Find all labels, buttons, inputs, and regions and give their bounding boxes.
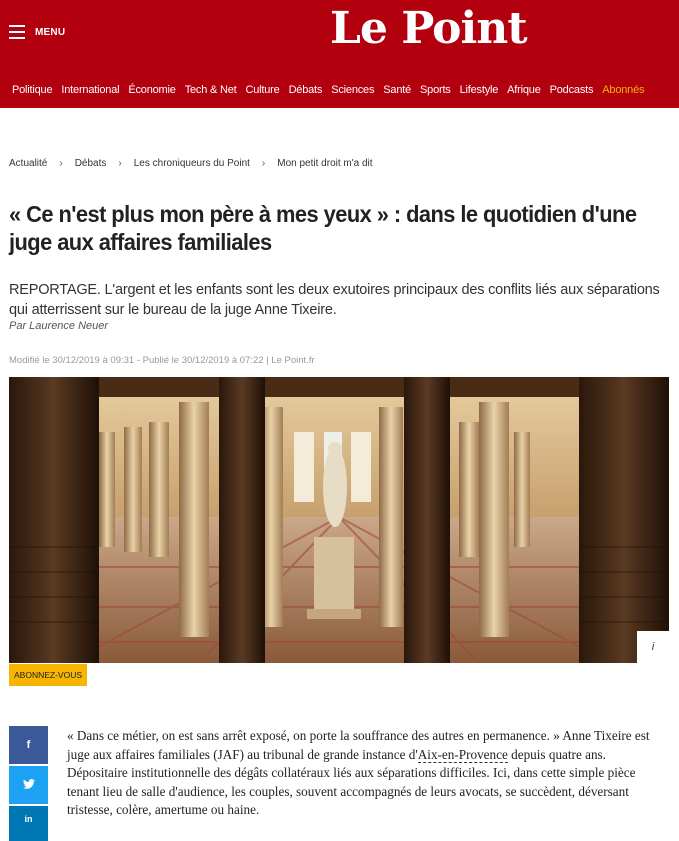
nav-item-sciences[interactable]: Sciences — [331, 84, 375, 96]
nav-item-politique[interactable]: Politique — [12, 84, 53, 96]
breadcrumb — [9, 158, 373, 169]
article-author[interactable]: Par Laurence Neuer — [9, 320, 109, 332]
linkedin-share-button[interactable] — [9, 806, 48, 841]
aix-en-provence-link[interactable]: Aix-en-Provence — [417, 746, 508, 762]
nav-item-sports[interactable]: Sports — [420, 84, 451, 96]
twitter-icon — [23, 778, 35, 792]
nav-item-tech-net[interactable]: Tech & Net — [184, 84, 237, 96]
subscribe-button[interactable]: ABONNEZ-VOUS — [9, 664, 87, 686]
twitter-bird-icon — [23, 779, 35, 789]
facebook-icon: f — [26, 739, 31, 751]
twitter-share-button[interactable] — [9, 766, 48, 804]
nav-item-debats[interactable]: Débats — [288, 84, 323, 96]
image-info-icon[interactable]: i — [637, 631, 669, 663]
article-meta: Modifié le 30/12/2019 à 09:31 - Publié le 30/12/2019 à 07:22 | Le Point.fr — [9, 355, 315, 366]
breadcrumb-item-actualite[interactable]: Actualité — [9, 158, 48, 169]
nav-item-culture[interactable]: Culture — [245, 84, 280, 96]
menu-button[interactable] — [9, 22, 65, 42]
nav-item-economie[interactable]: Économie — [128, 84, 176, 96]
site-logo[interactable]: Le Point — [330, 3, 527, 54]
nav-item-sante[interactable]: Santé — [383, 84, 412, 96]
facebook-share-button[interactable] — [9, 726, 48, 764]
breadcrumb-item-chroniqueurs[interactable]: Les chroniqueurs du Point — [133, 158, 250, 169]
chevron-right-icon: › — [261, 158, 266, 169]
breadcrumb-item-debats[interactable]: Débats — [74, 158, 107, 169]
site-header — [0, 0, 679, 108]
body-text-after-link: depuis quatre ans. Dépositaire institutionnelle des dégâts collatéraux liés aux séparations difficiles. Ici, dans cette simple pièce tenant lieu de salle d'audience, les couples, souvent accompagnés de leurs avocats, se succèdent, déversant tristesse, colère, amertume ou haine. — [67, 746, 636, 817]
article-body-paragraph — [67, 727, 665, 820]
chevron-right-icon: › — [118, 158, 122, 169]
body-text-before-link: « Dans ce métier, on est sans arrêt exposé, on porte la souffrance des autres en permanence. » Anne Tixeire est juge aux affaires familiales (JAF) au tribunal de grande instance d' — [67, 728, 650, 762]
article-title: « Ce n'est plus mon père à mes yeux » : dans le quotidien d'une juge aux affaires familiales — [9, 201, 637, 255]
nav-item-afrique[interactable]: Afrique — [507, 84, 541, 96]
hamburger-icon[interactable] — [9, 25, 25, 39]
nav-item-podcasts[interactable]: Podcasts — [549, 84, 594, 96]
nav-item-lifestyle[interactable]: Lifestyle — [459, 84, 499, 96]
courthouse-hall-illustration — [9, 377, 669, 663]
main-nav — [12, 84, 653, 96]
nav-item-abonnes[interactable]: Abonnés — [602, 84, 645, 96]
menu-label[interactable]: MENU — [35, 26, 66, 38]
linkedin-icon: in — [24, 814, 33, 824]
chevron-right-icon: › — [59, 158, 63, 169]
nav-item-international[interactable]: International — [61, 84, 120, 96]
article-lead: REPORTAGE. L'argent et les enfants sont les deux exutoires principaux des conflits liés aux séparations qui atterrissent sur le bureau de la juge Anne Tixeire. — [9, 282, 660, 318]
article-hero-image — [9, 377, 669, 663]
breadcrumb-item-mon-petit-droit[interactable]: Mon petit droit m'a dit — [277, 158, 373, 169]
